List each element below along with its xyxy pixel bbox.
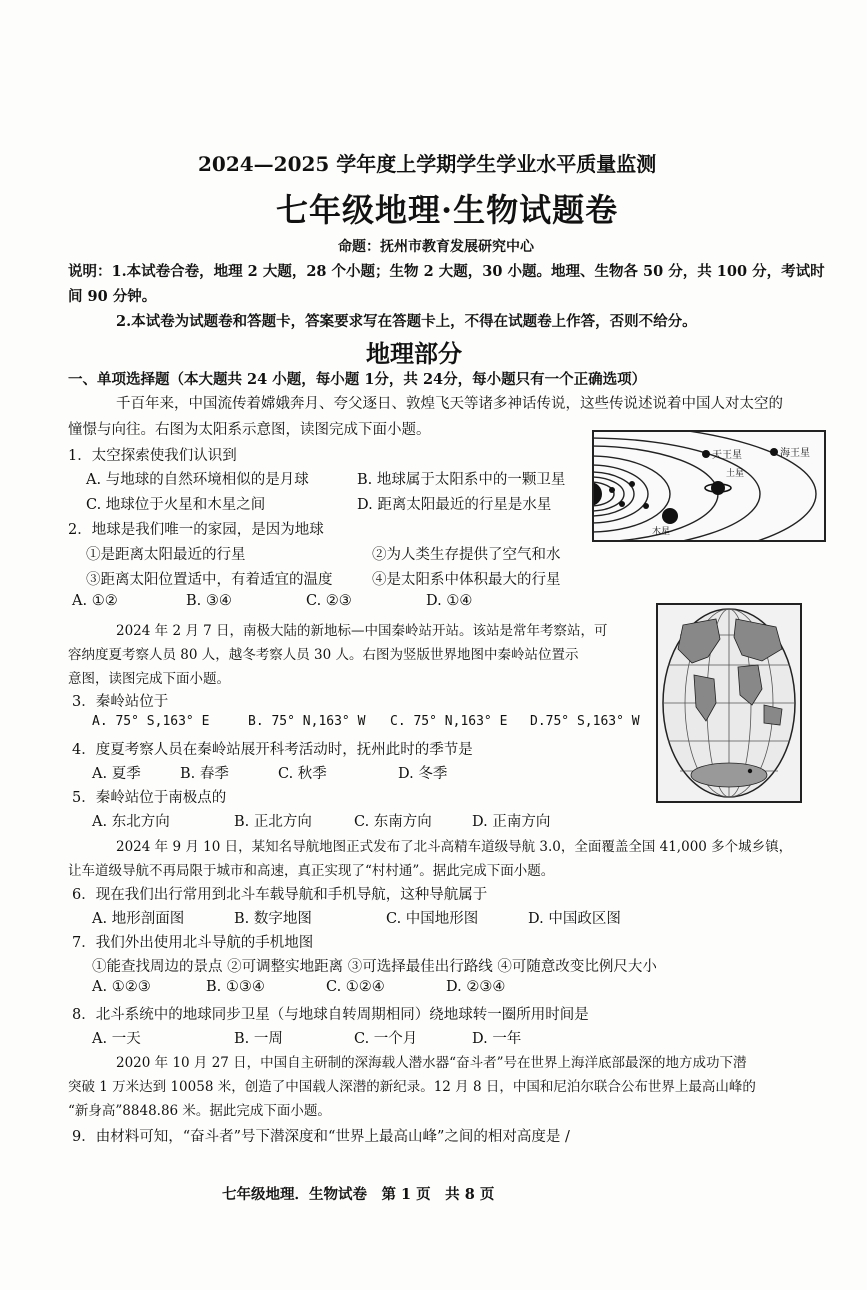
- passage1-line2: 憧憬与向往。右图为太阳系示意图，读图完成下面小题。: [68, 422, 431, 438]
- passage2-line3: 意图，读图完成下面小题。: [68, 671, 230, 687]
- q3-option-d: D.75° S,163° W: [530, 714, 640, 729]
- q6-option-d: D. 中国政区图: [528, 911, 621, 927]
- q1-option-c: C. 地球位于火星和木星之间: [86, 497, 266, 513]
- uranus-label: 天王星: [712, 450, 742, 461]
- q2-option-d: D. ①④: [426, 593, 473, 609]
- q3-option-c: C. 75° N,163° E: [390, 714, 508, 729]
- passage3-line2: 让车道级导航不再局限于城市和高速，真正实现了“村村通”。据此完成下面小题。: [68, 863, 555, 879]
- q1-option-a: A. 与地球的自然环境相似的是月球: [86, 472, 309, 488]
- vertical-world-map: [658, 605, 800, 801]
- q1-option-d: D. 距离太阳最近的行星是水星: [357, 497, 552, 513]
- q2-option-c: C. ②③: [306, 593, 352, 609]
- world-map-figure: [656, 603, 802, 803]
- jupiter-label: 木星: [652, 527, 671, 537]
- q2-statement-2: ②为人类生存提供了空气和水: [372, 547, 561, 563]
- q4-option-a: A. 夏季: [92, 766, 141, 782]
- q2-option-b: B. ③④: [186, 593, 232, 609]
- q5-option-a: A. 东北方向: [92, 814, 170, 830]
- q8-option-b: B. 一周: [234, 1031, 283, 1047]
- exam-author: 命题：抚州市教育发展研究中心: [338, 239, 534, 255]
- section-title: 地理部分: [366, 339, 462, 368]
- solar-system-figure: [592, 430, 826, 542]
- solar-system-diagram: [594, 432, 824, 540]
- part1-heading: 一、单项选择题（本大题共 24 小题，每小题 1分，共 24分，每小题只有一个正确选项）: [68, 371, 647, 388]
- q2-stem: 2．地球是我们唯一的家园，是因为地球: [68, 522, 324, 538]
- page-footer: 七年级地理．生物试卷 第 1 页 共 8 页: [222, 1186, 495, 1203]
- q6-stem: 6．现在我们出行常用到北斗车载导航和手机导航，这种导航属于: [72, 887, 488, 903]
- q7-option-b: B. ①③④: [206, 979, 265, 995]
- q2-option-a: A. ①②: [72, 593, 118, 609]
- q5-option-d: D. 正南方向: [472, 814, 551, 830]
- q9-stem: 9．由材料可知，“奋斗者”号下潜深度和“世界上最高山峰”之间的相对高度是 /: [72, 1129, 570, 1145]
- passage4-line3: “新身高”8848.86 米。据此完成下面小题。: [68, 1103, 331, 1119]
- saturn-label: 土星: [726, 469, 745, 479]
- notes-line-1: 说明：1.本试卷合卷，地理 2 大题，28 个小题；生物 2 大题，30 小题。地理、生物各 50 分，共 100 分，考试时: [68, 263, 825, 280]
- passage4-line2: 突破 1 万米达到 10058 米，创造了中国载人深潜的新纪录。12 月 8 日，中国和尼泊尔联合公布世界上最高山峰的: [68, 1079, 756, 1095]
- q1-option-b: B. 地球属于太阳系中的一颗卫星: [357, 472, 566, 488]
- q7-option-d: D. ②③④: [446, 979, 506, 995]
- exam-subtitle: 七年级地理·生物试题卷: [276, 191, 619, 229]
- q7-statements: ①能查找周边的景点 ②可调整实地距离 ③可选择最佳出行路线 ④可随意改变比例尺大小: [92, 959, 657, 975]
- q7-option-c: C. ①②④: [326, 979, 385, 995]
- neptune-icon: [770, 448, 778, 456]
- exam-title: 2024—2025 学年度上学期学生学业水平质量监测: [198, 152, 657, 176]
- q1-stem: 1．太空探索使我们认识到: [68, 448, 237, 464]
- q8-option-c: C. 一个月: [354, 1031, 418, 1047]
- q8-option-a: A. 一天: [92, 1031, 141, 1047]
- q4-stem: 4．度夏考察人员在秦岭站展开科考活动时，抚州此时的季节是: [72, 742, 473, 758]
- q3-option-a: A. 75° S,163° E: [92, 714, 210, 729]
- q4-option-d: D. 冬季: [398, 766, 448, 782]
- neptune-label: 海王星: [780, 448, 810, 459]
- sun-icon: [594, 482, 602, 506]
- notes-line-2: 间 90 分钟。: [68, 288, 157, 305]
- saturn-icon: [711, 481, 725, 495]
- q5-option-b: B. 正北方向: [234, 814, 312, 830]
- q3-option-b: B. 75° N,163° W: [248, 714, 366, 729]
- q8-stem: 8．北斗系统中的地球同步卫星（与地球自转周期相同）绕地球转一圈所用时间是: [72, 1007, 589, 1023]
- q5-option-c: C. 东南方向: [354, 814, 432, 830]
- q2-statement-4: ④是太阳系中体积最大的行星: [372, 572, 561, 588]
- passage2-line2: 容纳度夏考察人员 80 人，越冬考察人员 30 人。右图为竖版世界地图中秦岭站位置示: [68, 647, 579, 663]
- jupiter-icon: [662, 508, 678, 524]
- q4-option-c: C. 秋季: [278, 766, 327, 782]
- q6-option-b: B. 数字地图: [234, 911, 312, 927]
- q4-option-b: B. 春季: [180, 766, 229, 782]
- q8-option-d: D. 一年: [472, 1031, 522, 1047]
- q2-statement-1: ①是距离太阳最近的行星: [86, 547, 246, 563]
- passage2-line1: 2024 年 2 月 7 日，南极大陆的新地标—中国秦岭站开站。该站是常年考察站，可: [116, 623, 608, 639]
- q2-statement-3: ③距离太阳位置适中，有着适宜的温度: [86, 572, 333, 588]
- q5-stem: 5．秦岭站位于南极点的: [72, 790, 227, 806]
- q7-stem: 7．我们外出使用北斗导航的手机地图: [72, 935, 314, 951]
- q7-option-a: A. ①②③: [92, 979, 151, 995]
- passage1-line1: 千百年来，中国流传着嫦娥奔月、夸父逐日、敦煌飞天等诸多神话传说，这些传说述说着中国人对太空的: [116, 396, 783, 412]
- q3-stem: 3．秦岭站位于: [72, 694, 169, 710]
- passage3-line1: 2024 年 9 月 10 日，某知名导航地图正式发布了北斗高精车道级导航 3.0，全面覆盖全国 41,000 多个城乡镇，: [116, 839, 793, 855]
- qinling-station-marker: [748, 769, 752, 773]
- uranus-icon: [702, 450, 710, 458]
- passage4-line1: 2020 年 10 月 27 日，中国自主研制的深海载人潜水器“奋斗者”号在世界上海洋底部最深的地方成功下潜: [116, 1055, 747, 1071]
- q6-option-a: A. 地形剖面图: [92, 911, 185, 927]
- q6-option-c: C. 中国地形图: [386, 911, 479, 927]
- notes-line-3: 2.本试卷为试题卷和答题卡，答案要求写在答题卡上，不得在试题卷上作答，否则不给分。: [116, 313, 697, 330]
